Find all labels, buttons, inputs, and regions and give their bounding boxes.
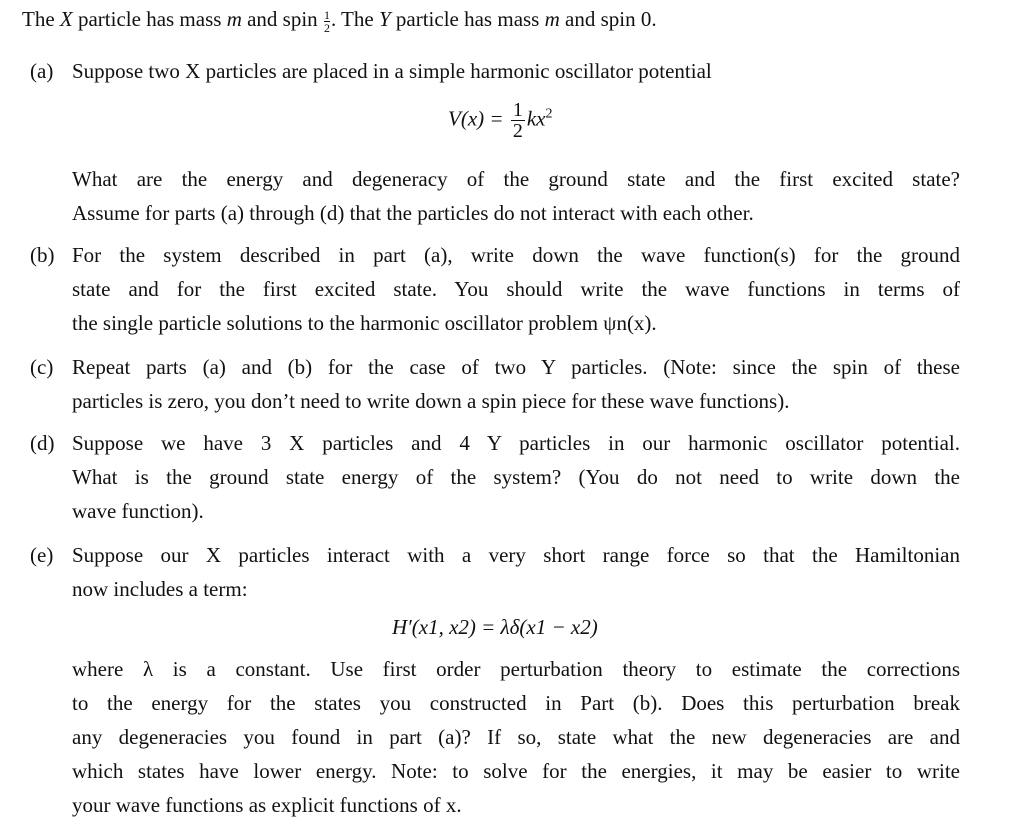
part-b-label: (b) [30, 243, 55, 267]
part-e-body [72, 538, 960, 606]
part-e-label: (e) [30, 543, 54, 567]
potential-fraction [511, 100, 525, 141]
hamiltonian-text: H′(x1, x2) = λδ(x1 − x2) [392, 615, 598, 639]
part-d-line-1: Suppose we have 3 X particles and 4 Y particles in our harmonic oscillator potential. [72, 431, 960, 455]
mass-symbol: m [226, 7, 242, 31]
part-a-line-1: Suppose two X particles are placed in a simple harmonic oscillator potential [72, 59, 712, 83]
part-e-line-7: your wave functions as explicit functions of x. [72, 793, 462, 817]
potential-rhs: kx [526, 106, 546, 131]
intro-text-6: and spin 0. [559, 7, 657, 31]
part-e-line-1: Suppose our X particles interact with a very short range force so that the Hamiltonian [72, 543, 960, 567]
y-symbol: Y [378, 7, 391, 31]
intro-text-1: The [22, 7, 60, 31]
hamiltonian-equation [392, 612, 598, 642]
x-symbol: X [59, 7, 73, 31]
part-a-body-2 [72, 162, 960, 230]
spin-denominator: 2 [323, 20, 330, 35]
part-e-line-5: any degeneracies you found in part (a)? If so, state what the new degeneracies are and [72, 725, 960, 749]
potential-lhs: V(x) = [448, 106, 509, 131]
part-d-label: (d) [30, 431, 55, 455]
part-a-label: (a) [30, 59, 54, 83]
potential-exponent: 2 [545, 106, 553, 122]
part-e-line-3: where λ is a constant. Use first order perturbation theory to estimate the corrections [72, 657, 960, 681]
part-d-line-3: wave function). [72, 499, 204, 523]
spin-numerator: 1 [323, 7, 330, 22]
part-e-body-2 [72, 652, 960, 822]
intro-text-5: particle has mass [390, 7, 545, 31]
part-a-line-2: What are the energy and degeneracy of the ground state and the first excited state? [72, 167, 960, 191]
part-e-line-4: to the energy for the states you constructed in Part (b). Does this perturbation break [72, 691, 960, 715]
intro-text-2: particle has mass [72, 7, 227, 31]
intro-line [22, 4, 657, 34]
part-a-body [72, 54, 960, 88]
mass-symbol-2: m [544, 7, 560, 31]
part-b-body [72, 238, 960, 340]
part-d-line-2: What is the ground state energy of the system? (You do not need to write down the [72, 465, 960, 489]
part-c-line-2: particles is zero, you don’t need to write down a spin piece for these wave functions). [72, 389, 790, 413]
part-c-line-1: Repeat parts (a) and (b) for the case of two Y particles. (Note: since the spin of these [72, 355, 960, 379]
part-b-line-2: state and for the first excited state. You should write the wave functions in terms of [72, 277, 960, 301]
potential-denominator: 2 [512, 120, 523, 142]
potential-equation [448, 100, 552, 141]
part-c-body [72, 350, 960, 418]
part-a-line-3: Assume for parts (a) through (d) that the particles do not interact with each other. [72, 201, 754, 225]
part-e-line-2: now includes a term: [72, 577, 248, 601]
spin-fraction [324, 9, 330, 34]
part-d-body [72, 426, 960, 528]
intro-text-3: and spin [241, 7, 323, 31]
part-b-line-1: For the system described in part (a), write down the wave function(s) for the ground [72, 243, 960, 267]
part-e-line-6: which states have lower energy. Note: to solve for the energies, it may be easier to write [72, 759, 960, 783]
part-c-label: (c) [30, 355, 54, 379]
intro-text-4: . The [330, 7, 379, 31]
part-b-line-3: the single particle solutions to the harmonic oscillator problem ψn(x). [72, 311, 657, 335]
potential-numerator: 1 [512, 99, 523, 121]
